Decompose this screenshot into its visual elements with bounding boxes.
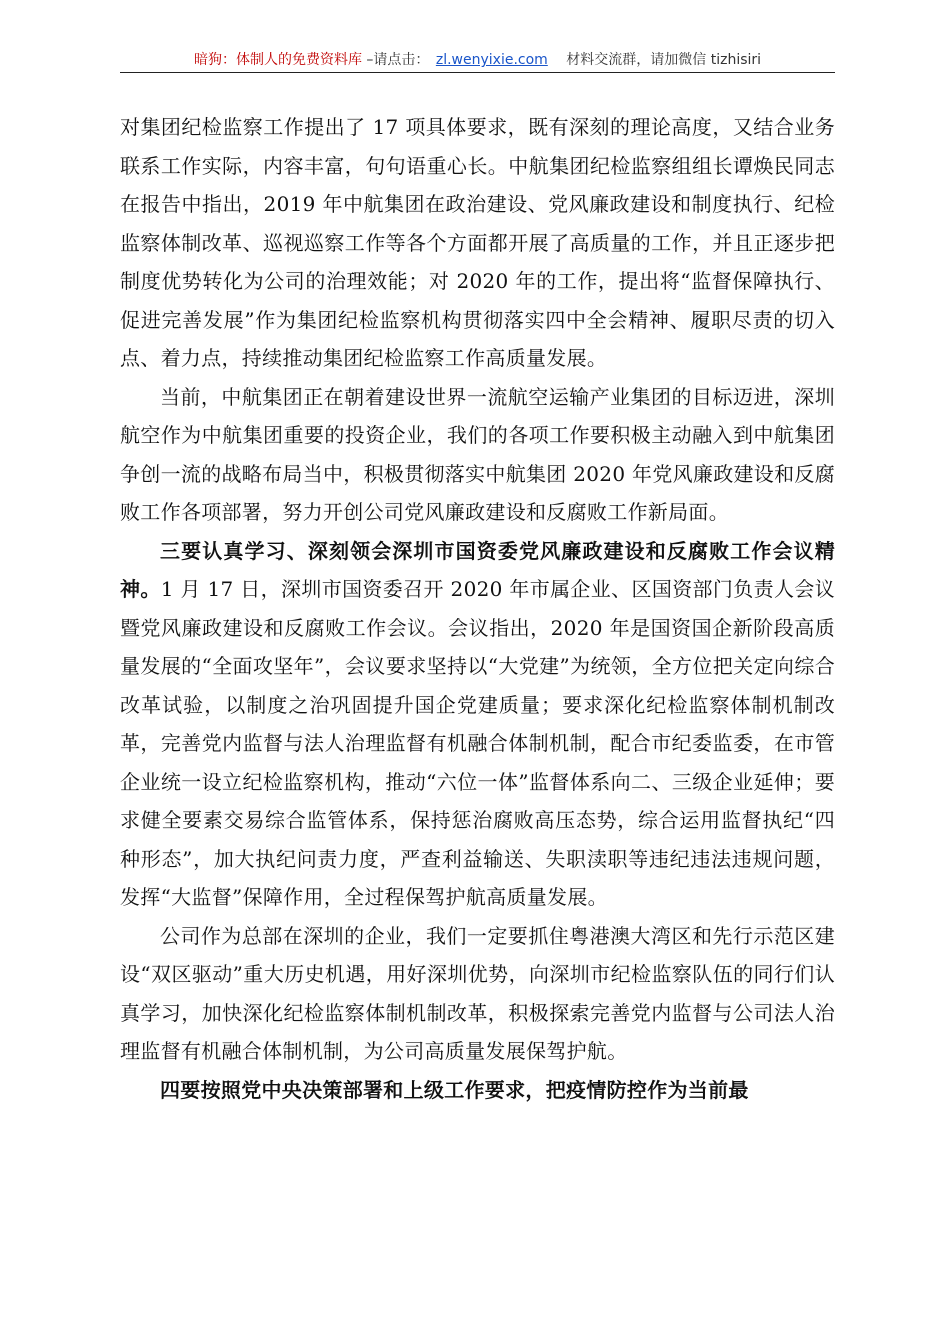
header-contact: 材料交流群，请加微信 tizhisiri [566, 52, 762, 68]
document-body [120, 108, 835, 1109]
header-brand: 暗狗：体制人的免费资料库 [193, 52, 362, 68]
header-divider [120, 72, 835, 73]
paragraph-text: 1 月 17 日，深圳市国资委召开 2020 年市属企业、区国资部门负责人会议暨党风廉政建设和反腐败工作会议。会议指出，2020 年是国资国企新阶段高质量发展的“全面攻坚年”，会议要求坚持以“大党建”为统领，全方位把关定向综合改革试验，以制度之治巩固提升国企党建质量；要求深化纪检监察体制机制改革，完善党内监督与法人治理监督有机融合体制机制，配合市纪委监委，在市管企业统一设立纪检监察机构，推动“六位一体”监督体系向二、三级企业延伸；要求健全要素交易综合监管体系，保持惩治腐败高压态势，综合运用监督执纪“四种形态”，加大执纪问责力度，严查利益输送、失职渎职等违纪违法违规问题，发挥“大监督”保障作用，全过程保驾护航高质量发展。 [120, 577, 835, 909]
paragraph-5 [120, 1071, 835, 1110]
page-header [120, 47, 835, 73]
header-prompt: –请点击： [366, 52, 430, 68]
paragraph-4 [120, 917, 835, 1071]
paragraph-1 [120, 108, 835, 378]
header-link[interactable]: zl.wenyixie.com [435, 52, 548, 68]
paragraph-text: 当前，中航集团正在朝着建设世界一流航空运输产业集团的目标迈进，深圳航空作为中航集团重要的投资企业，我们的各项工作要积极主动融入到中航集团争创一流的战略布局当中，积极贯彻落实中航集团 2020 年党风廉政建设和反腐败工作各项部署，努力开创公司党风廉政建设和反腐败工作新局面。 [120, 384, 836, 524]
section-heading-4: 四要按照党中央决策部署和上级工作要求，把疫情防控作为当前最 [160, 1077, 749, 1102]
paragraph-2 [120, 378, 835, 532]
paragraph-text: 公司作为总部在深圳的企业，我们一定要抓住粤港澳大湾区和先行示范区建设“双区驱动”重大历史机遇，用好深圳优势，向深圳市纪检监察队伍的同行们认真学习，加快深化纪检监察体制机制改革，积极探索完善党内监督与公司法人治理监督有机融合体制机制，为公司高质量发展保驾护航。 [120, 923, 835, 1063]
paragraph-3 [120, 532, 835, 917]
section-heading-3: 三要认真学习、深刻领会深圳市国资委党风廉政建设和反腐败工作会议精神。 [120, 538, 835, 601]
paragraph-text: 对集团纪检监察工作提出了 17 项具体要求，既有深刻的理论高度，又结合业务联系工作实际，内容丰富，句句语重心长。中航集团纪检监察组组长谭焕民同志在报告中指出，2019 年中航集团在政治建设、党风廉政建设和制度执行、纪检监察体制改革、巡视巡察工作等各个方面都开展了高质量的工作，并且正逐步把制度优势转化为公司的治理效能；对 2020 年的工作，提出将“监督保障执行、促进完善发展”作为集团纪检监察机构贯彻落实四中全会精神、履职尽责的切入点、着力点，持续推动集团纪检监察工作高质量发展。 [120, 115, 835, 370]
